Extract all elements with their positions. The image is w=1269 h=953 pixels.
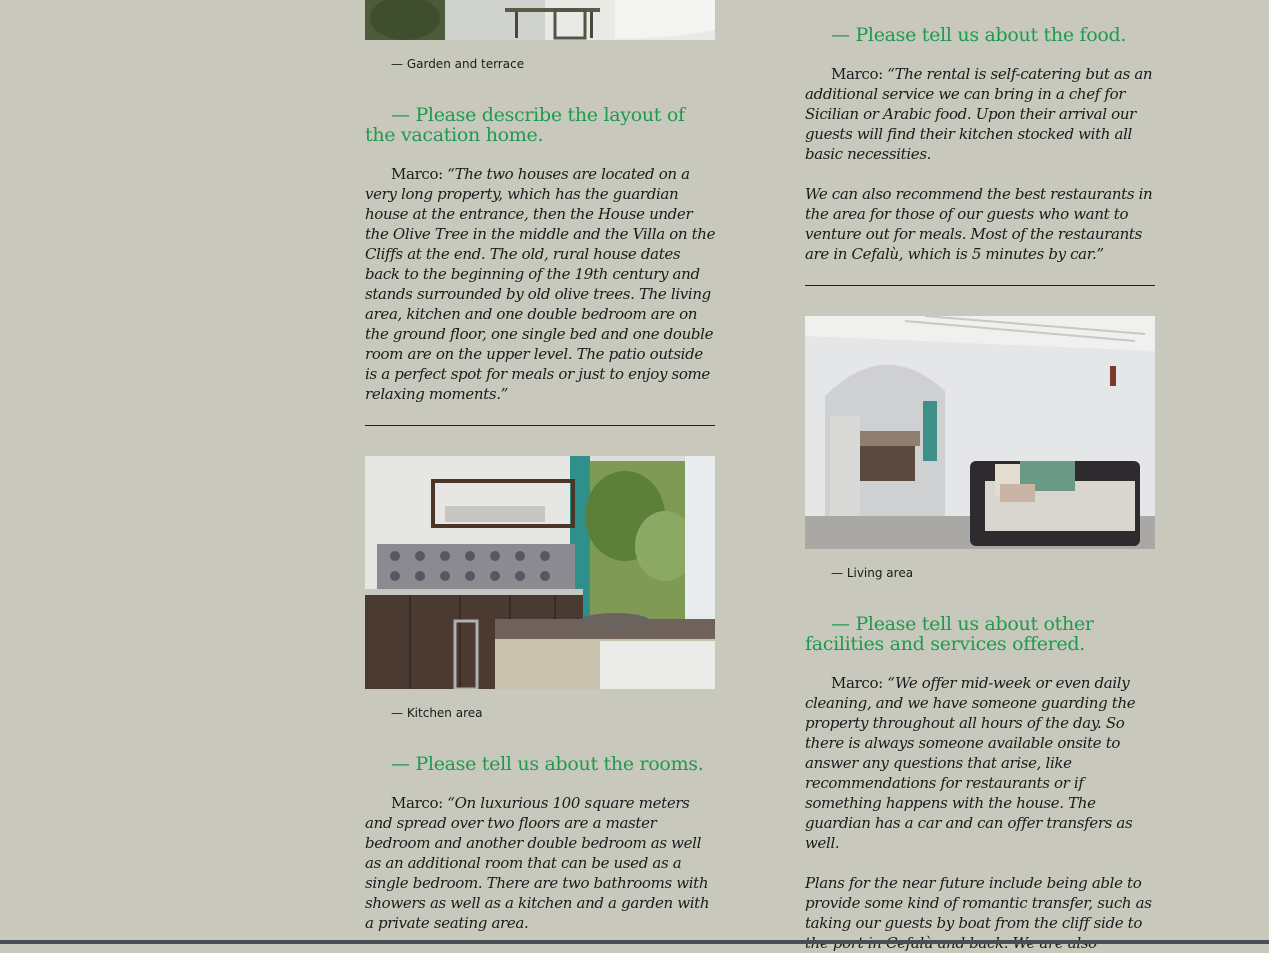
answer-layout — [365, 164, 717, 404]
question-food: — Please tell us about the food. — [831, 24, 1127, 46]
question-facilities: — Please tell us about other facilities and services offered. — [805, 613, 1094, 655]
question-layout: — Please describe the layout of the vacation home. — [365, 104, 685, 146]
answer-food — [805, 64, 1157, 164]
speaker-label: Marco: — [391, 165, 443, 183]
caption-garden: — Garden and terrace — [391, 57, 525, 71]
speaker-label: Marco: — [831, 65, 883, 83]
answer-rooms — [365, 793, 717, 933]
divider — [365, 425, 715, 426]
divider — [805, 285, 1155, 286]
window-bottom-edge — [0, 940, 1269, 944]
caption-kitchen: — Kitchen area — [391, 706, 483, 720]
answer-text: “The two houses are located on a very long property, which has the guardian house at the entrance, then the House under the Olive Tree in the middle and the Villa on the Cliffs at the end. The old, rural house dates back to the beginning of the 19th century and stands surrounded by old olive trees. The living area, kitchen and one double bedroom are on the ground floor, one single bed and one double room are on the upper level. The patio outside is a perfect spot for meals or just to enjoy some relaxing moments.” — [365, 165, 716, 403]
answer-text: “The rental is self-catering but as an additional service we can bring in a chef for Sicilian or Arabic food. Upon their arrival our guests will find their kitchen stocked with all basic necessities. — [805, 65, 1153, 163]
kitchen-photo — [365, 456, 715, 689]
speaker-label: Marco: — [391, 794, 443, 812]
living-area-photo — [805, 316, 1155, 549]
answer-food-continued: We can also recommend the best restaurants in the area for those of our guests who want to venture out for meals. Most of the restaurants are in Cefalù, which is 5 minutes by car.” — [805, 185, 1153, 263]
caption-living: — Living area — [831, 566, 914, 580]
garden-terrace-photo — [365, 0, 715, 40]
answer-facilities — [805, 673, 1157, 853]
answer-text: “We offer mid-week or even daily cleaning, and we have someone guarding the property throughout all hours of the day. So there is always someone available onsite to answer any questions that arise, like recommendations for restaurants or if something happens with the house. The guardian has a car and can offer transfers as well. — [805, 674, 1136, 852]
answer-facilities-continued: Plans for the near future include being able to provide some kind of romantic transfer, such as taking our guests by boat from the cliff side to — [805, 874, 1152, 932]
answer-text: “On luxurious 100 square meters and spread over two floors are a master bedroom and another double bedroom as well as an additional room that can be used as a single bedroom. There are two bathrooms with showers as well as a kitchen and a garden with a private seating area. — [365, 794, 710, 932]
question-rooms: — Please tell us about the rooms. — [391, 753, 704, 775]
speaker-label: Marco: — [831, 674, 883, 692]
